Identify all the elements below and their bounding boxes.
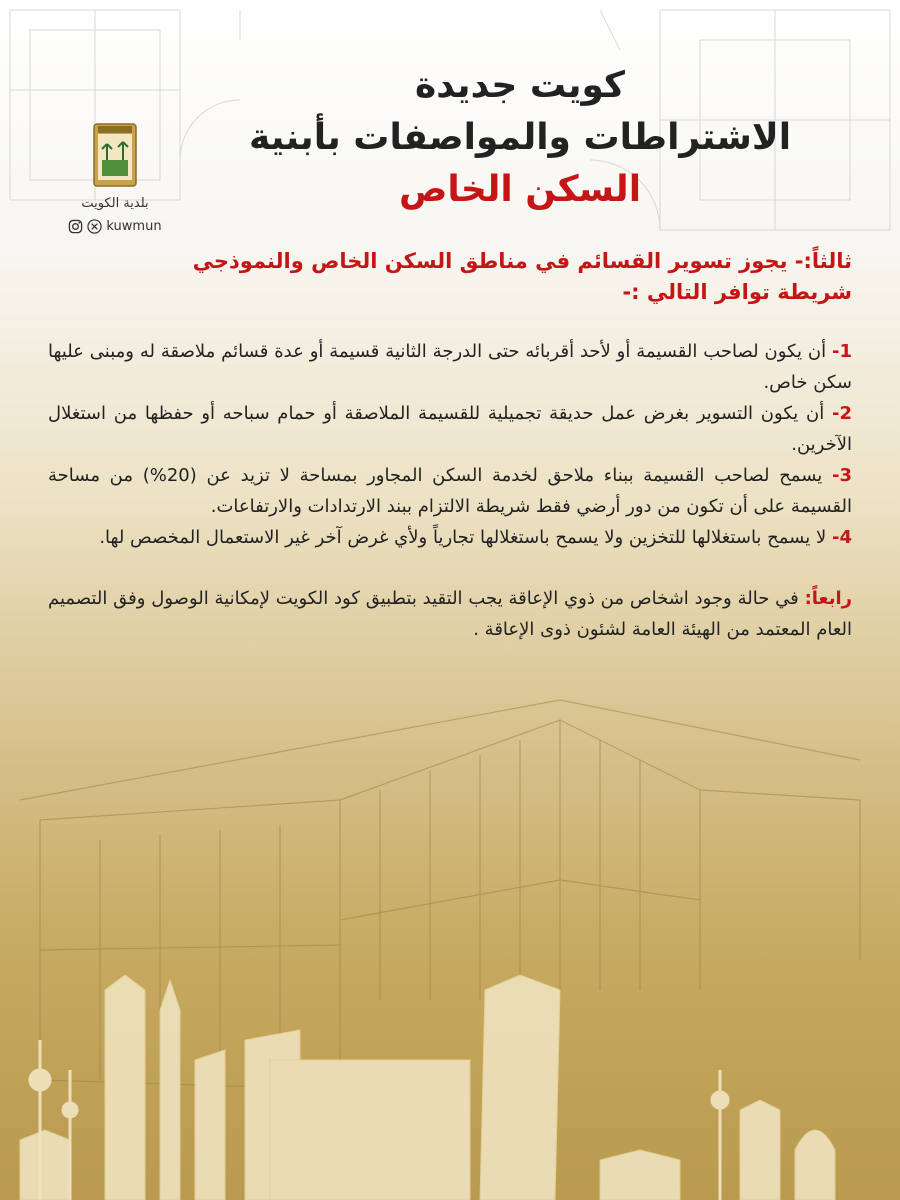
item-number: 2- [831,403,852,424]
conditions-list [48,336,852,553]
section-3-heading-line-1: ثالثاً:- يجوز تسوير القسائم في مناطق السكن الخاص والنموذجي [192,249,852,273]
item-text: يسمح لصاحب القسيمة ببناء ملاحق لخدمة السكن المجاور بمساحة لا تزيد عن (20%) من مساحة القسيمة على أن تكون من دور أرضي فقط شريطة الالتزام ببند الارتدادات والارتفاعات. [48,465,852,517]
section-3-heading [48,246,852,308]
item-text: أن يكون لصاحب القسيمة أو لأحد أقربائه حتى الدرجة الثانية قسيمة أو عدة قسائم ملاصقة له ومبنى عليها سكن خاص. [48,341,852,393]
x-icon[interactable] [87,219,102,234]
title-line-1: كويت جديدة [415,65,625,106]
org-name: بلدية الكويت [81,196,149,211]
title-line-3: السكن الخاص [398,169,642,210]
municipality-logo [60,118,170,234]
item-number: 1- [831,341,852,362]
list-item [48,522,852,553]
list-item [48,460,852,522]
kuwait-skyline [20,975,835,1200]
item-number: 4- [831,527,852,548]
social-handle-row [60,219,170,234]
social-handle[interactable]: kuwmun [106,219,162,234]
section-4-text: في حالة وجود اشخاص من ذوي الإعاقة يجب التقيد بتطبيق كود الكويت لإمكانية الوصول وفق التصميم العام المعتمد من الهيئة العامة لشئون ذوى الإعاقة . [48,588,852,640]
instagram-icon[interactable] [68,219,83,234]
section-4 [48,583,852,645]
item-text: أن يكون التسوير بغرض عمل حديقة تجميلية للقسيمة الملاصقة أو حمام سباحه أو حفظها من استغلال الآخرين. [48,403,852,455]
list-item [48,398,852,460]
section-4-label: رابعاً: [804,588,852,609]
item-number: 3- [832,465,853,486]
regulations-content [48,246,852,663]
section-3-heading-line-2: شريطة توافر التالي :- [622,280,852,304]
kuwait-municipality-emblem-icon [92,118,138,188]
building-sketch [20,700,860,1090]
item-text: لا يسمح باستغلالها للتخزين ولا يسمح باستغلالها تجارياً ولأي غرض آخر غير الاستعمال المخصص لها. [99,527,827,548]
page-title [190,60,850,216]
list-item [48,336,852,398]
title-line-2: الاشتراطات والمواصفات بأبنية [248,117,792,158]
